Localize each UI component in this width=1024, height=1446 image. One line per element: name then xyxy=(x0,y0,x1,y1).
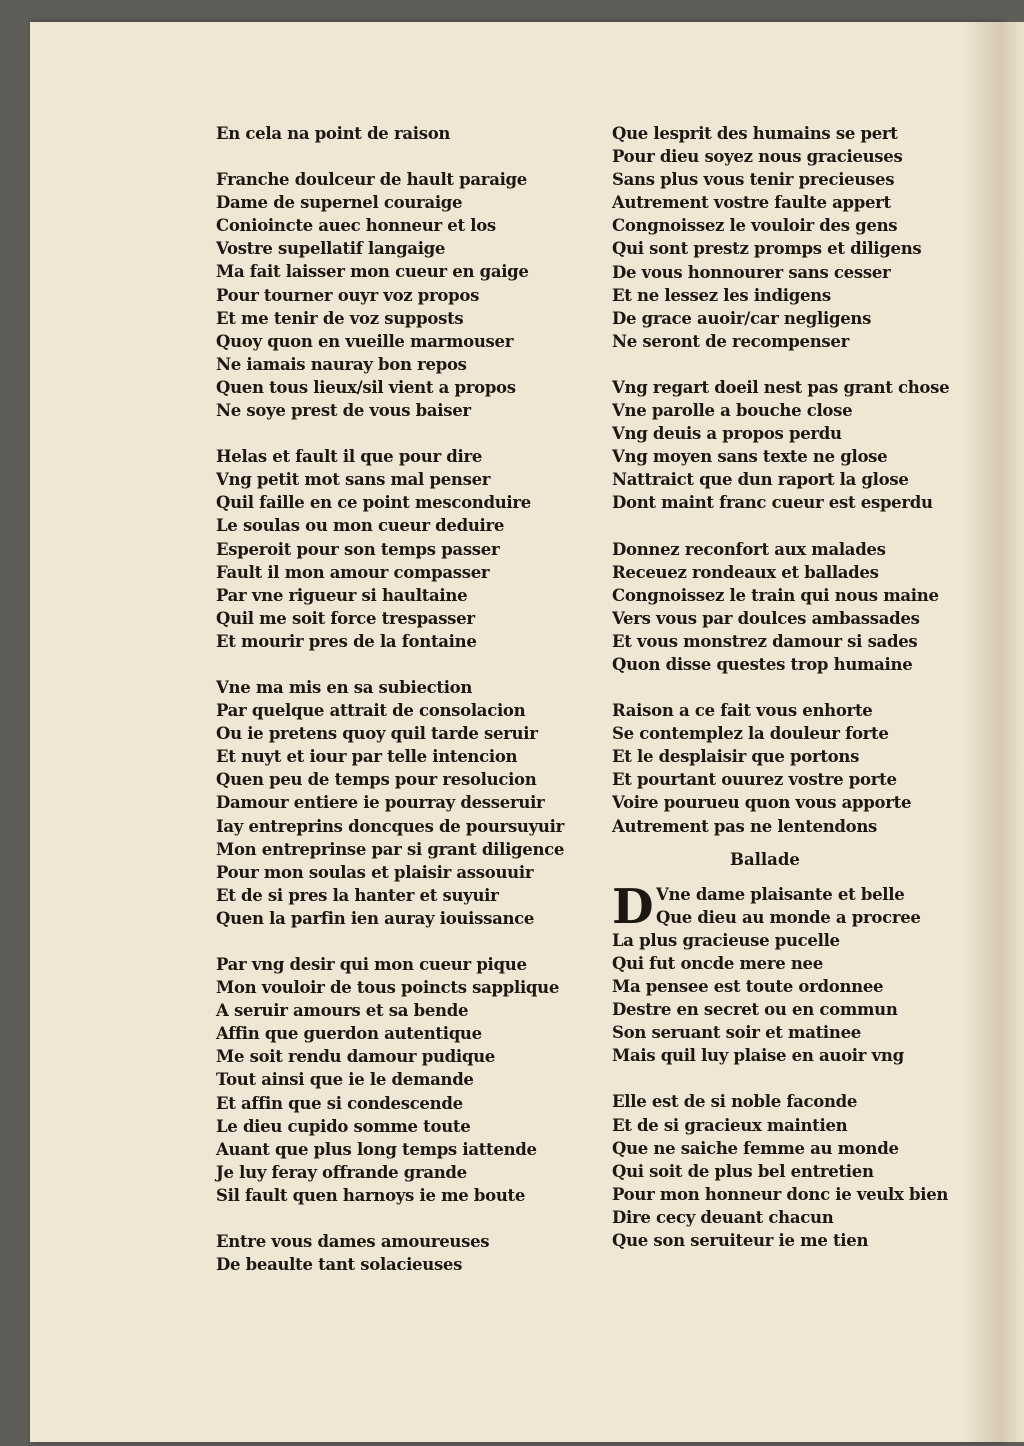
verse-line: Et vous monstrez damour si sades xyxy=(612,631,918,651)
stanza-gap xyxy=(216,930,576,953)
verse-line: Me soit rendu damour pudique xyxy=(216,1047,495,1067)
verse-line: Mon vouloir de tous poincts sapplique xyxy=(216,978,560,998)
verse-line: Quen peu de temps pour resolucion xyxy=(216,770,537,790)
verse-line: Qui fut oncde mere nee xyxy=(612,954,823,973)
verse-line: De beaulte tant solacieuses xyxy=(216,1255,463,1275)
verse-line: Congnoissez le vouloir des gens xyxy=(612,216,898,236)
verse-line: Iay entreprins doncques de poursuyuir xyxy=(216,816,564,836)
verse-line: Et mourir pres de la fontaine xyxy=(216,631,477,651)
stanza-gap xyxy=(612,515,1002,538)
verse-line: Nattraict que dun raport la glose xyxy=(612,470,909,490)
verse-line: Elle est de si noble faconde xyxy=(612,1092,858,1112)
verse-line: Pour dieu soyez nous gracieuses xyxy=(612,147,903,167)
verse-line: Et le desplaisir que portons xyxy=(612,747,860,767)
verse-line: Quil faille en ce point mesconduire xyxy=(216,493,531,513)
verse-line: Ma fait laisser mon cueur en gaige xyxy=(216,262,529,282)
verse-line: Quil me soit force trespasser xyxy=(216,608,475,628)
book-page xyxy=(30,22,1002,1442)
verse-line: Fault il mon amour compasser xyxy=(216,562,490,582)
verse-line: Receuez rondeaux et ballades xyxy=(612,562,879,582)
verse-line: Qui soit de plus bel entretien xyxy=(612,1161,874,1181)
stanza-gap xyxy=(612,353,1002,376)
verse-line: En cela na point de raison xyxy=(216,124,451,143)
stanza-gap xyxy=(612,676,1002,699)
verse-line: Ne soye prest de vous baiser xyxy=(216,401,471,421)
ballade-first-stanza xyxy=(612,878,1002,1252)
stanza-gap xyxy=(216,653,576,676)
verse-line: Mais quil luy plaise en auoir vng xyxy=(612,1046,904,1066)
verse-line: De vous honnourer sans cesser xyxy=(612,262,891,282)
verse-line: Voire pourueu quon vous apporte xyxy=(612,793,912,813)
verse-line: Et me tenir de voz supposts xyxy=(216,308,464,328)
verse-line: Vng petit mot sans mal penser xyxy=(216,470,491,490)
verse-line: Par vne rigueur si haultaine xyxy=(216,585,468,605)
verse-line: Quoy quon en vueille marmouser xyxy=(216,331,514,351)
verse-line: Je luy feray offrande grande xyxy=(216,1162,467,1182)
verse-line: La plus gracieuse pucelle xyxy=(612,930,840,950)
verse-line: A seruir amours et sa bende xyxy=(216,1001,469,1021)
verse-line: Vne parolle a bouche close xyxy=(612,401,853,421)
verse-line: Vne ma mis en sa subiection xyxy=(216,677,473,697)
drop-cap-initial: D xyxy=(612,878,654,935)
verse-line: Quen la parfin ien auray iouissance xyxy=(216,908,535,928)
verse-line: Le dieu cupido somme toute xyxy=(216,1116,471,1136)
verse-line: Se contemplez la douleur forte xyxy=(612,724,889,744)
verse-line: Quen tous lieux/sil vient a propos xyxy=(216,377,516,397)
verse-line: Raison a ce fait vous enhorte xyxy=(612,701,873,721)
verse-line: Dont maint franc cueur est esperdu xyxy=(612,493,933,513)
stanza-gap xyxy=(216,422,576,445)
verse-line: Ou ie pretens quoy quil tarde seruir xyxy=(216,724,538,744)
verse-line: Ne seront de recompenser xyxy=(612,331,849,351)
verse-line: Tout ainsi que ie le demande xyxy=(216,1070,474,1090)
verse-line: Et de si pres la hanter et suyuir xyxy=(216,885,499,905)
verse-line: Le soulas ou mon cueur deduire xyxy=(216,516,505,536)
ballade-heading: Ballade xyxy=(730,849,800,869)
verse-line: De grace auoir/car negligens xyxy=(612,308,872,328)
verse-line: Que son seruiteur ie me tien xyxy=(612,1231,869,1251)
verse-line: Sil fault quen harnoys ie me boute xyxy=(216,1185,526,1205)
verse-line: Son seruant soir et matinee xyxy=(612,1023,861,1043)
verse-line: Destre en secret ou en commun xyxy=(612,1000,898,1020)
verse-line: Et affin que si condescende xyxy=(216,1093,463,1113)
verse-line: Mon entreprinse par si grant diligence xyxy=(216,839,565,859)
verse-line: Dire cecy deuant chacun xyxy=(612,1207,834,1227)
verse-line: Sans plus vous tenir precieuses xyxy=(612,170,895,190)
verse-line: Par vng desir qui mon cueur pique xyxy=(216,955,527,974)
verse-line: Affin que guerdon autentique xyxy=(216,1024,482,1044)
verse-line: Pour mon honneur donc ie veulx bien xyxy=(612,1184,949,1204)
verse-line: Par quelque attrait de consolacion xyxy=(216,701,526,721)
stanza-gap xyxy=(216,145,576,168)
verse-line: Helas et fault il que pour dire xyxy=(216,447,483,467)
verse-line: Damour entiere ie pourray desseruir xyxy=(216,793,545,813)
verse-line: Esperoit pour son temps passer xyxy=(216,539,500,559)
verse-line: Vers vous par doulces ambassades xyxy=(612,608,920,628)
verse-line: Conioincte auec honneur et los xyxy=(216,216,496,236)
verse-line: Autrement pas ne lentendons xyxy=(612,816,878,836)
verse-line: Ne iamais nauray bon repos xyxy=(216,354,467,374)
verse-line: Dame de supernel couraige xyxy=(216,193,463,213)
right-text-column xyxy=(612,122,1002,1252)
stanza-gap xyxy=(656,1067,1002,1090)
verse-line: Quon disse questes trop humaine xyxy=(612,654,913,674)
verse-line: Et de si gracieux maintien xyxy=(612,1115,848,1135)
verse-line: Congnoissez le train qui nous maine xyxy=(612,585,939,605)
left-text-column xyxy=(216,122,576,1276)
adjacent-page-edge xyxy=(1002,22,1024,1442)
verse-line: Franche doulceur de hault paraige xyxy=(216,170,527,190)
verse-line: Vostre supellatif langaige xyxy=(216,239,446,259)
verse-line: Entre vous dames amoureuses xyxy=(216,1232,490,1252)
verse-line: Donnez reconfort aux malades xyxy=(612,539,886,559)
verse-line: Pour mon soulas et plaisir assouuir xyxy=(216,862,534,882)
verse-line: Qui sont prestz promps et diligens xyxy=(612,239,922,259)
verse-line: Vng deuis a propos perdu xyxy=(612,424,842,444)
verse-line: Ma pensee est toute ordonnee xyxy=(612,977,884,997)
verse-line: Vng regart doeil nest pas grant chose xyxy=(612,377,950,397)
verse-line: Et ne lessez les indigens xyxy=(612,285,831,305)
verse-line: Que ne saiche femme au monde xyxy=(612,1138,899,1158)
verse-line: Pour tourner ouyr voz propos xyxy=(216,285,480,305)
verse-line: Que dieu au monde a procree xyxy=(656,907,921,927)
stanza-gap xyxy=(216,1207,576,1230)
verse-line: Et nuyt et iour par telle intencion xyxy=(216,747,518,767)
verse-line: Et pourtant ouurez vostre porte xyxy=(612,770,897,790)
verse-line: Auant que plus long temps iattende xyxy=(216,1139,537,1159)
verse-line: Vng moyen sans texte ne glose xyxy=(612,447,888,467)
verse-line: Vne dame plaisante et belle xyxy=(656,884,905,904)
verse-line: Autrement vostre faulte appert xyxy=(612,193,891,213)
verse-line: Que lesprit des humains se pert xyxy=(612,124,898,143)
